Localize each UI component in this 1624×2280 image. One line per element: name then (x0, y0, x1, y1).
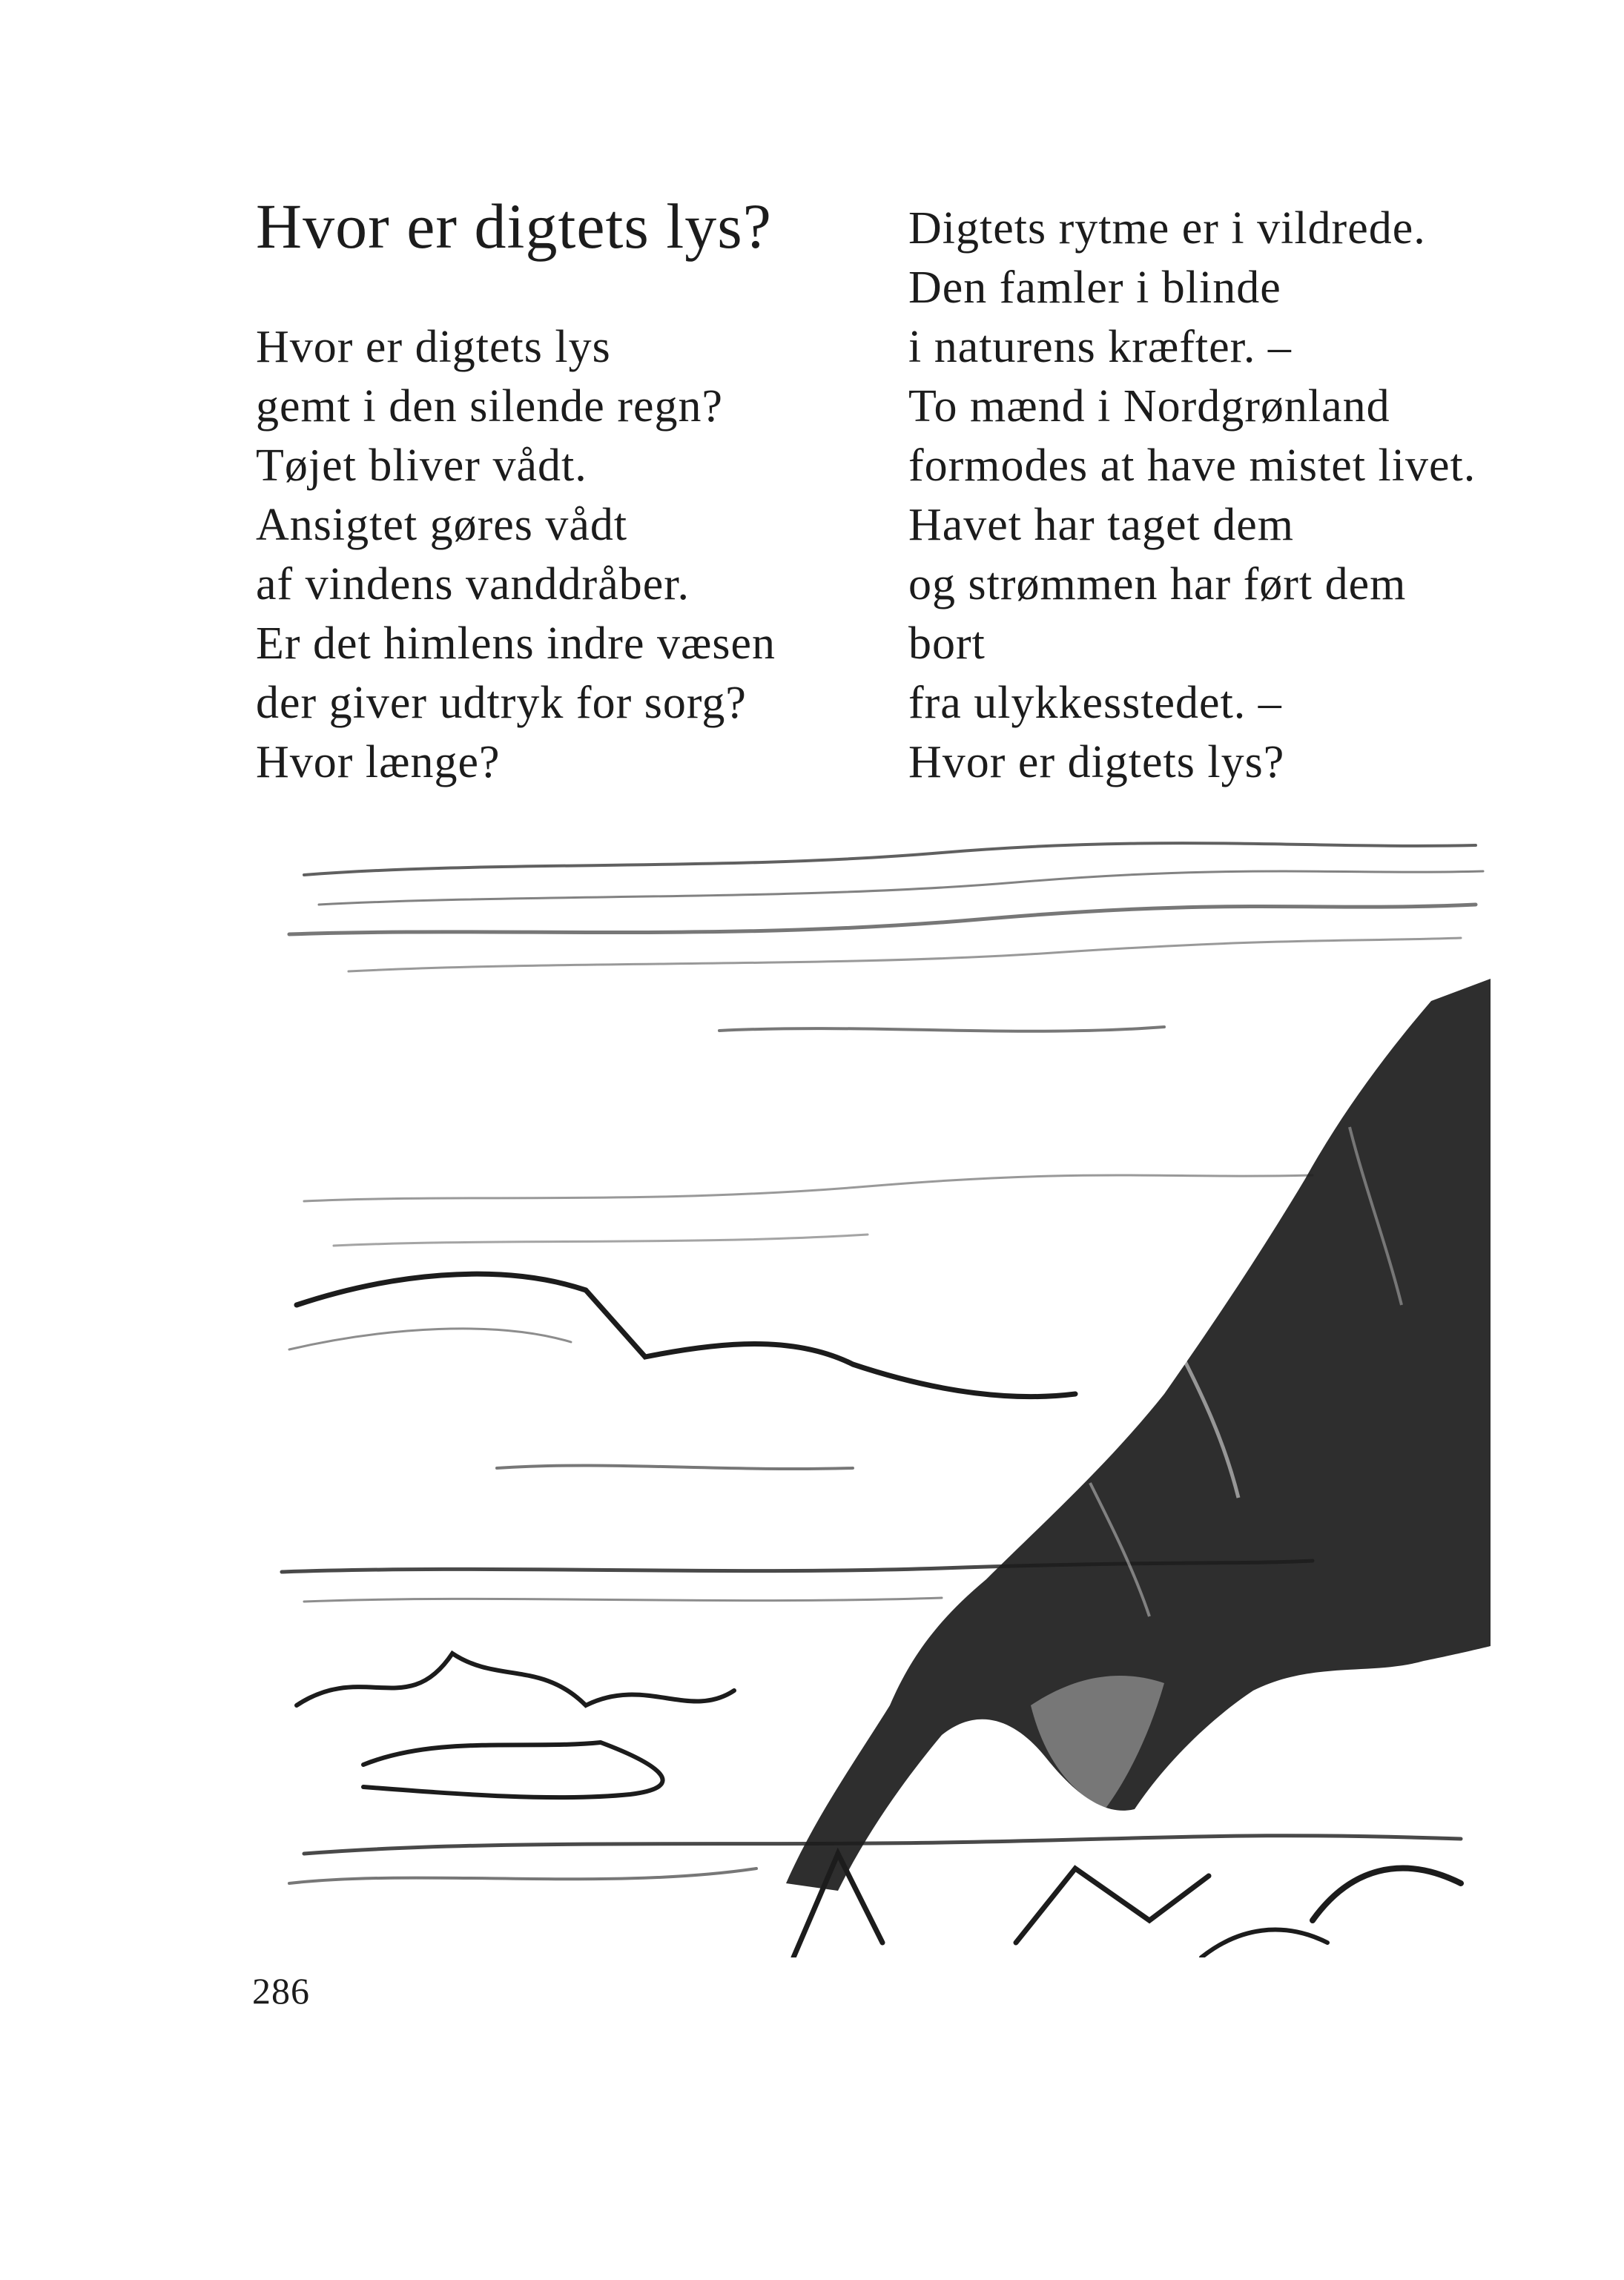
poem-line: Hvor længe? (256, 737, 501, 787)
poem-line: og strømmen har ført dem (908, 559, 1407, 609)
poem-line: Ansigtet gøres vådt (256, 500, 628, 550)
poem-right-column (908, 199, 1476, 792)
poem-line: Hvor er digtets lys (256, 322, 611, 372)
poem-line: Hvor er digtets lys? (908, 737, 1285, 787)
poem-line: der giver udtryk for sorg? (256, 678, 747, 728)
poem-line: bort (908, 618, 986, 669)
page-number: 286 (252, 1970, 310, 2012)
poem-line: formodes at have mistet livet. (908, 440, 1476, 491)
poem-line: Den famler i blinde (908, 262, 1281, 313)
poem-line: To mænd i Nordgrønland (908, 381, 1390, 432)
poem-line: af vindens vanddråber. (256, 559, 690, 609)
poem-line: fra ulykkesstedet. – (908, 678, 1282, 728)
landscape-drawing (274, 830, 1491, 1957)
poem-line: i naturens kræfter. – (908, 322, 1292, 372)
poem-line: Digtets rytme er i vildrede. (908, 203, 1426, 254)
poem-line: Havet har taget dem (908, 500, 1294, 550)
poem-line: Er det himlens indre væsen (256, 618, 776, 669)
poem-left-column (256, 317, 776, 792)
poem-title: Hvor er digtets lys? (256, 191, 772, 262)
poem-line: Tøjet bliver vådt. (256, 440, 587, 491)
poem-line: gemt i den silende regn? (256, 381, 724, 432)
